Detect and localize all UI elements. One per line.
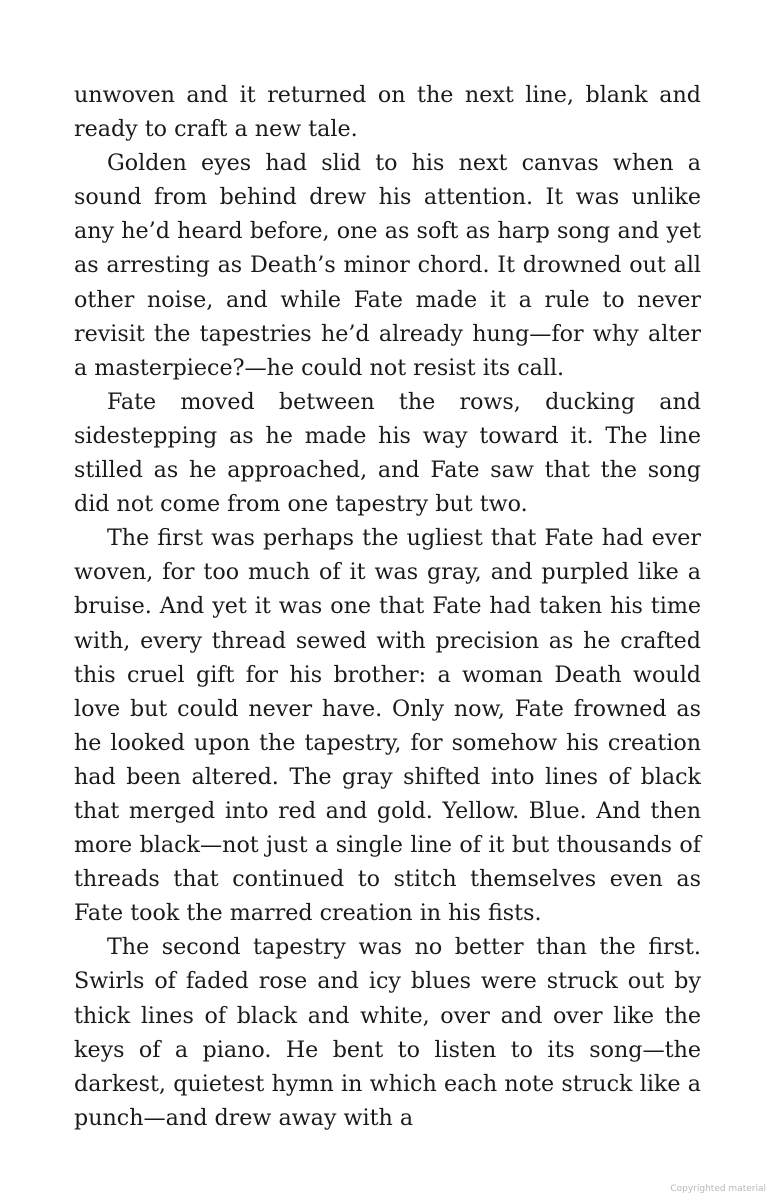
paragraph-second-tapestry: The second tapestry was no better than the first. Swirls of faded rose and icy blues were struck out by thick lines of black and white, over and over like the keys of a piano. He bent to listen to its song—the darkest, quietest hymn in which each note struck like a punch—and drew away with a	[74, 934, 701, 1131]
paragraph-golden-eyes: Golden eyes had slid to his next canvas when a sound from behind drew his attention. It was unlike any he’d heard before, one as soft as harp song and yet as arresting as Death’s minor chord. It drowned out all other noise, and while Fate made it a rule to never revisit the tapestries he’d already hung—for why alter a masterpiece?—he could not resist its call.	[74, 150, 701, 381]
paragraph-fate-moved: Fate moved between the rows, ducking and sidestepping as he made his way toward it. The line stilled as he approached, and Fate saw that the song did not come from one tapestry but two.	[74, 388, 701, 518]
book-page-body	[74, 78, 701, 1135]
paragraph-continuation: unwoven and it returned on the next line, blank and ready to craft a new tale.	[74, 82, 701, 143]
paragraph-first-tapestry: The first was perhaps the ugliest that Fate had ever woven, for too much of it was gray, and purpled like a bruise. And yet it was one that Fate had taken his time with, every thread sewed with precision as he crafted this cruel gift for his brother: a woman Death would love but could never have. Only now, Fate frowned as he looked upon the tapestry, for somehow his creation had been altered. The gray shifted into lines of black that merged into red and gold. Yellow. Blue. And then more black—not just a single line of it but thousands of threads that continued to stitch themselves even as Fate took the marred creation in his fists.	[74, 525, 701, 927]
copyright-watermark: Copyrighted material	[670, 1184, 766, 1194]
